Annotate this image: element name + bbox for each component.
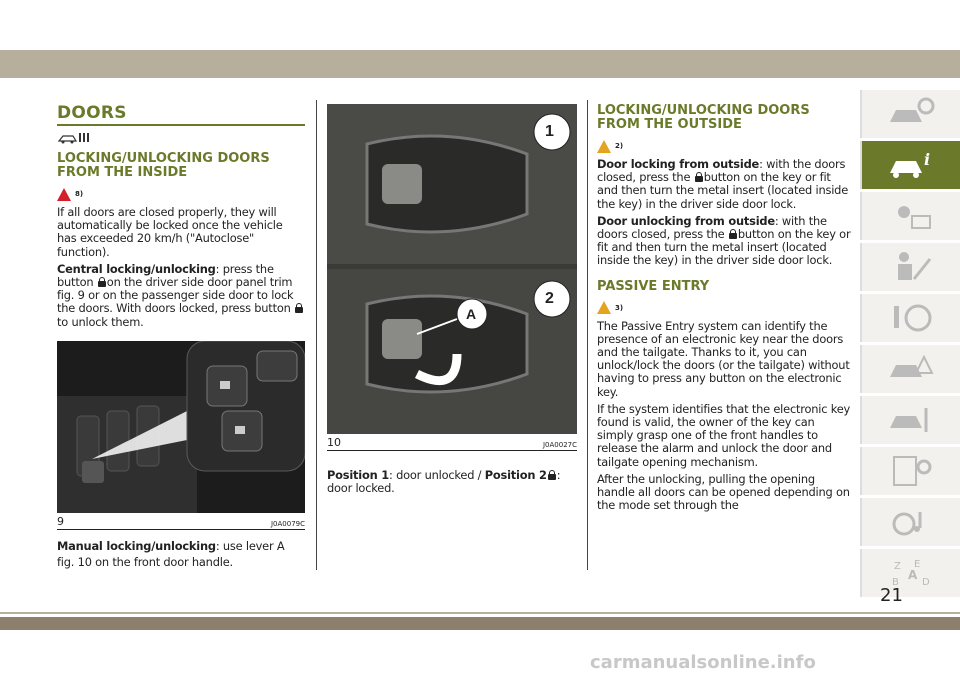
callout-A: A	[466, 306, 477, 322]
svg-text:A: A	[908, 568, 918, 582]
lock-icon	[548, 470, 556, 480]
text: : with the doors closed, press the	[597, 157, 846, 185]
column-3	[597, 100, 852, 512]
svg-text:D: D	[922, 577, 930, 588]
term: Manual locking/unlocking	[57, 538, 216, 553]
figure-10-image	[327, 104, 577, 434]
autoclose-paragraph: If all doors are closed properly, they will automatically be locked once the vehicle has exceeded 20 km/h ("Autoclose" function).	[57, 205, 283, 259]
term: Door locking from outside	[597, 157, 760, 171]
lock-icon	[695, 172, 703, 182]
figure-number: 10	[327, 436, 341, 449]
section-title: DOORS	[57, 103, 127, 123]
lock-icon	[729, 229, 737, 239]
warning-ref: 3)	[615, 303, 624, 312]
column-divider	[587, 100, 588, 570]
text: on the driver side door panel trim fig. 9 or on the passenger side door to lock the doors. With doors locked, press button	[57, 275, 294, 316]
figure-9-image	[57, 341, 305, 513]
text: : door locked.	[327, 468, 561, 496]
figure-9-caption	[57, 513, 305, 530]
passive-entry-paragraph-3: After the unlocking, pulling the opening handle all doors can be opened depending on the mode set through the	[597, 471, 850, 513]
text: : with the doors closed, press the	[597, 213, 827, 242]
lock-icon	[98, 277, 106, 287]
passive-entry-paragraph-2: If the system identifies that the electronic key found is valid, the owner of the key can simply grasp one of the front handles to release the alarm and unlock the door and tailgate opening mechanism.	[597, 401, 851, 469]
header-band	[0, 50, 960, 78]
manual-locking-paragraph	[57, 540, 305, 553]
door-locking-paragraph	[597, 158, 852, 211]
figure-number: 9	[57, 514, 64, 528]
figure-10	[327, 104, 577, 451]
multimedia-icon[interactable]	[860, 498, 960, 546]
svg-text:Z: Z	[894, 561, 901, 572]
svg-text:E: E	[914, 559, 921, 570]
term: Position 1	[327, 468, 390, 482]
text: button on the key or fit and then turn the metal insert (located inside the key) in the driver side door lock.	[597, 170, 849, 211]
figure-code: J0A0079C	[270, 519, 305, 528]
technical-data-icon[interactable]	[860, 447, 960, 495]
heading-inside: LOCKING/UNLOCKING DOORS FROM THE INSIDE	[57, 151, 270, 180]
text: : use lever A	[215, 538, 285, 553]
warning-ref: 2)	[615, 142, 624, 150]
dashboard-lights-icon[interactable]	[860, 192, 960, 240]
car-maintenance-icon[interactable]	[860, 396, 960, 444]
term: Door unlocking from outside	[597, 213, 775, 228]
text: : press the button	[57, 261, 274, 290]
central-locking-paragraph	[57, 263, 305, 329]
heading-outside: LOCKING/UNLOCKING DOORS FROM THE OUTSIDE	[597, 103, 810, 132]
text: : door unlocked /	[389, 468, 482, 482]
index-icon[interactable]	[860, 549, 960, 597]
term: Central locking/unlocking	[57, 261, 216, 276]
car-lock-icon	[57, 130, 305, 144]
column-2	[327, 100, 577, 495]
warning-marker	[57, 186, 305, 202]
warning-marker	[597, 138, 852, 154]
warning-triangle-icon	[57, 188, 71, 201]
column-1	[57, 100, 305, 569]
figure-9	[57, 341, 305, 530]
text: to unlock them.	[57, 314, 144, 329]
callout-1: 1	[545, 123, 554, 140]
svg-text:B: B	[892, 577, 899, 588]
car-info-icon[interactable]	[860, 141, 960, 189]
watermark: carmanualsonline.info	[590, 652, 816, 673]
door-unlocking-paragraph	[597, 215, 852, 268]
warning-triangle-icon	[597, 140, 611, 153]
heading-passive-entry: PASSIVE ENTRY	[597, 278, 710, 294]
column-divider	[316, 100, 317, 570]
figure-code: J0A0027C	[542, 441, 577, 449]
lock-icon	[295, 303, 303, 313]
section-rule	[57, 124, 305, 126]
term: Position 2	[484, 468, 547, 482]
position-paragraph	[327, 469, 577, 495]
svg-text:i: i	[924, 150, 931, 169]
seat-safety-icon[interactable]	[860, 243, 960, 291]
warning-marker	[597, 300, 852, 316]
footer-band	[0, 617, 960, 630]
warning-ref: 8)	[75, 190, 84, 198]
manual-locking-paragraph-2: fig. 10 on the front door handle.	[57, 555, 233, 570]
figure-10-caption	[327, 434, 577, 451]
callout-2: 2	[545, 290, 554, 307]
passive-entry-paragraph-1: The Passive Entry system can identify the presence of an electronic key near the doors and the tailgate. Thanks to it, you can unlock/lock the doors (or the tailgate) without having to press any button on the electronic key.	[597, 318, 850, 399]
footer-line	[0, 612, 960, 614]
car-emergency-icon[interactable]	[860, 345, 960, 393]
warning-triangle-icon	[597, 301, 611, 314]
text: button on the key or fit and then turn the metal insert (located inside the key) in the driver side door lock.	[597, 227, 851, 268]
car-search-icon[interactable]	[860, 90, 960, 138]
page-number: 21	[880, 585, 903, 606]
chapter-sidebar	[860, 90, 960, 600]
key-steering-icon[interactable]	[860, 294, 960, 342]
